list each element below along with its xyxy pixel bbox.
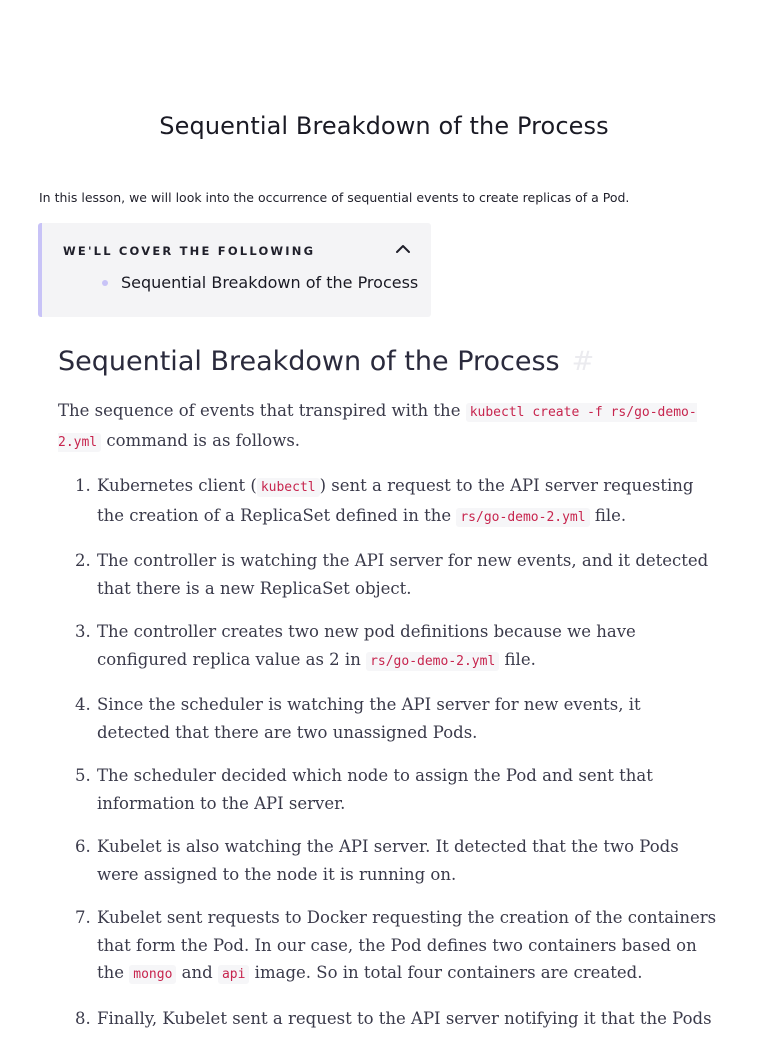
step-text: Since the scheduler is watching the API server for new events, it detected that there are two unassigned Pods. <box>97 695 641 742</box>
step-text: file. <box>589 505 627 525</box>
step-text: image. So in total four containers are created. <box>249 963 643 982</box>
inline-code: rs/go-demo-2.yml <box>366 652 499 671</box>
step-item <box>96 833 718 888</box>
step-text: Kubelet is also watching the API server. It detected that the two Pods were assigned to the node it is running on. <box>97 837 679 884</box>
section-heading-text: Sequential Breakdown of the Process <box>58 346 560 377</box>
lead-paragraph <box>58 397 718 456</box>
step-text: The controller is watching the API server for new events, and it detected that there is a new ReplicaSet object. <box>97 551 709 598</box>
step-text: file. <box>499 649 536 669</box>
toc-heading: WE'LL COVER THE FOLLOWING <box>63 244 316 258</box>
section-content <box>58 397 718 1048</box>
step-item <box>96 1005 718 1033</box>
step-item <box>96 547 718 602</box>
step-text: and <box>176 963 218 982</box>
step-text: The scheduler decided which node to assign the Pod and sent that information to the API server. <box>97 766 653 813</box>
lead-text-before: The sequence of events that transpired with the <box>58 401 466 420</box>
steps-list <box>58 472 718 1032</box>
lesson-intro: In this lesson, we will look into the occurrence of sequential events to create replicas of a Pod. <box>39 190 630 205</box>
step-item <box>96 618 718 675</box>
step-item <box>96 762 718 817</box>
inline-code: rs/go-demo-2.yml <box>456 508 589 527</box>
step-text: Finally, Kubelet sent a request to the API server notifying it that the Pods <box>97 1008 712 1028</box>
step-text: Kubelet sent requests to Docker requesting the creation of the containers that form the Pod. In our case, the Pod defines two containers based on the <box>97 908 717 982</box>
inline-code: mongo <box>129 965 176 984</box>
inline-code: kubectl <box>257 478 320 497</box>
step-item <box>96 904 718 989</box>
toc-item-label[interactable]: Sequential Breakdown of the Process <box>121 273 419 292</box>
section-heading <box>58 346 594 377</box>
page-title: Sequential Breakdown of the Process <box>159 112 609 140</box>
chevron-up-icon[interactable] <box>395 241 411 257</box>
step-text: Kubernetes client ( <box>97 476 257 495</box>
anchor-link[interactable]: # <box>571 346 595 377</box>
inline-code: kubectl create -f rs/go-demo-2.yml <box>58 405 697 450</box>
step-text: ) sent a request to the API server requesting the creation of a ReplicaSet defined in the <box>97 476 694 525</box>
step-item <box>96 472 718 531</box>
lead-text-after: command is as follows. <box>101 430 301 450</box>
step-item <box>96 691 718 746</box>
step-text: The controller creates two new pod definitions because we have configured replica value as 2 in <box>97 622 636 669</box>
toc-item[interactable] <box>102 273 418 292</box>
toc-panel <box>38 223 431 317</box>
toc-list <box>102 273 418 292</box>
bullet-dot-icon <box>102 280 108 286</box>
inline-code: api <box>218 965 249 984</box>
